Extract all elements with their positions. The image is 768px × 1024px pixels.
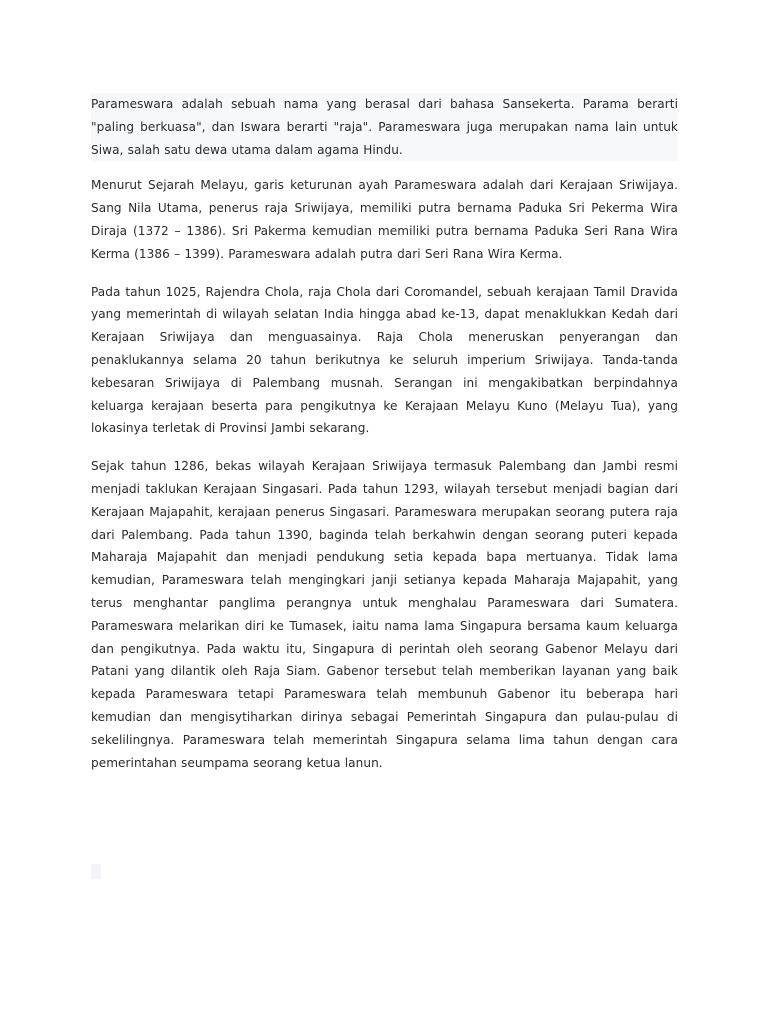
paragraph-etymology: Parameswara adalah sebuah nama yang berasal dari bahasa Sansekerta. Parama berarti "paling berkuasa", dan Iswara berarti "raja". Parameswara juga merupakan nama lain untuk Siwa, salah satu dewa utama dalam agama Hindu. bbox=[91, 93, 678, 161]
paragraph-chola-invasion: Pada tahun 1025, Rajendra Chola, raja Chola dari Coromandel, sebuah kerajaan Tamil Dravida yang memerintah di wilayah selatan India hingga abad ke-13, dapat menaklukkan Kedah dari Kerajaan Sriwijaya dan menguasainya. Raja Chola meneruskan penyerangan dan penaklukannya selama 20 tahun berikutnya ke seluruh imperium Sriwijaya. Tanda-tanda kebesaran Sriwijaya di Palembang musnah. Serangan ini mengakibatkan berpindahnya keluarga kerajaan beserta para pengikutnya ke Kerajaan Melayu Kuno (Melayu Tua), yang lokasinya terletak di Provinsi Jambi sekarang. bbox=[91, 284, 678, 436]
empty-paragraph-marker bbox=[91, 864, 101, 879]
paragraph-lineage: Menurut Sejarah Melayu, garis keturunan ayah Parameswara adalah dari Kerajaan Sriwijaya. Sang Nila Utama, penerus raja Sriwijaya, memiliki putra bernama Paduka Sri Pekerma Wira Diraja (1372 – 1386). Sri Pakerma kemudian memiliki putra bernama Paduka Seri Rana Wira Kerma (1386 – 1399). Parameswara adalah putra dari Seri Rana Wira Kerma. bbox=[91, 178, 678, 261]
document-body bbox=[91, 93, 678, 774]
paragraph-singapore: Sejak tahun 1286, bekas wilayah Kerajaan Sriwijaya termasuk Palembang dan Jambi resmi menjadi taklukan Kerajaan Singasari. Pada tahun 1293, wilayah tersebut menjadi bagian dari Kerajaan Majapahit, kerajaan penerus Singasari. Parameswara merupakan seorang putera raja dari Palembang. Pada tahun 1390, baginda telah berkahwin dengan seorang puteri kepada Maharaja Majapahit dan menjadi pendukung setia kepada bapa mertuanya. Tidak lama kemudian, Parameswara telah mengingkari janji setianya kepada Maharaja Majapahit, yang terus menghantar panglima perangnya untuk menghalau Parameswara dari Sumatera. Parameswara melarikan diri ke Tumasek, iaitu nama lama Singapura bersama kaum keluarga dan pengikutnya. Pada waktu itu, Singapura di perintah oleh seorang Gabenor Melayu dari Patani yang dilantik oleh Raja Siam. Gabenor tersebut telah memberikan layanan yang baik kepada Parameswara tetapi Parameswara telah membunuh Gabenor itu beberapa hari kemudian dan mengisytiharkan dirinya sebagai Pemerintah Singapura dan pulau-pulau di sekelilingnya. Parameswara telah memerintah Singapura selama lima tahun dengan cara pemerintahan seumpama seorang ketua lanun. bbox=[91, 459, 678, 770]
